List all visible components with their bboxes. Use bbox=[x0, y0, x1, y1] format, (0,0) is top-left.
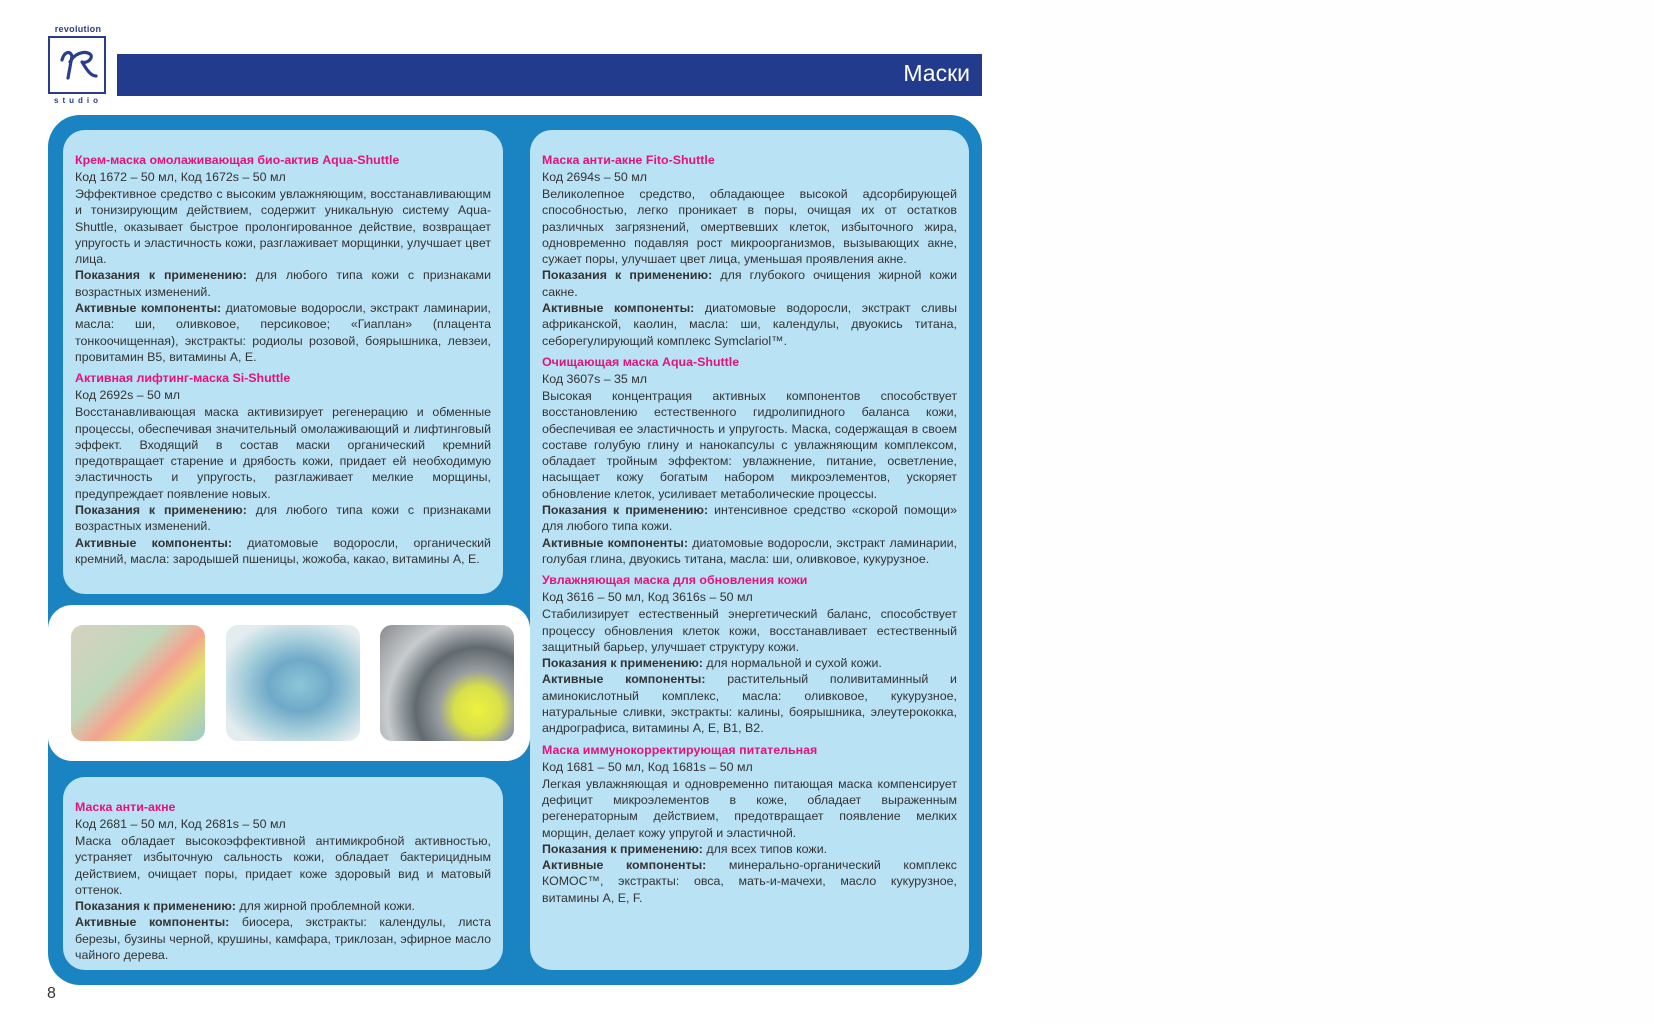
components-label: Активные компоненты: bbox=[542, 535, 688, 550]
indications-label: Показания к применению: bbox=[542, 503, 709, 518]
product-components bbox=[542, 671, 957, 736]
product-indications bbox=[75, 898, 491, 914]
page-title: Маски bbox=[903, 60, 970, 86]
components-text: биосера, экстракты: календулы, листа березы, бузины черной, крушины, камфара, триклозан, эфирное масло чайного дерева. bbox=[75, 915, 491, 963]
product-components bbox=[75, 300, 491, 365]
logo-r-icon bbox=[48, 36, 106, 94]
logo-top-text: revolution bbox=[54, 24, 102, 34]
components-label: Активные компоненты: bbox=[542, 858, 707, 873]
components-text: минерально-органический комплекс КОМОС™, экстракты: овса, мать-и-мачехи, масло кукурузное, витамины А, Е, F. bbox=[542, 858, 957, 905]
product-description: Маска обладает высокоэффективной антимикробной активностью, устраняет избыточную сальность кожи, обладает бактерицидным действием, очищает поры, придает коже здоровый вид и матовый оттенок. bbox=[75, 834, 491, 897]
product-block bbox=[75, 799, 491, 963]
product-indications bbox=[542, 655, 957, 671]
revolution-studio-logo bbox=[46, 24, 110, 106]
product-components bbox=[542, 857, 957, 906]
product-indications bbox=[542, 502, 957, 535]
components-label: Активные компоненты: bbox=[75, 535, 232, 550]
product-code: Код 2694s – 50 мл bbox=[542, 170, 648, 184]
product-description: Легкая увлажняющая и одновременно питающая маска компенсирует дефицит микроэлементов в коже, обладает выраженным регенераторным действием, предотвращает появление мелких морщин, делает кожу упругой и эластичной. bbox=[542, 776, 957, 840]
product-description: Стабилизирует естественный энергетический баланс, способствует процессу обновления клеток кожи, восстанавливает естественный защитный барьер, улучшает структуру кожи. bbox=[542, 607, 957, 654]
product-title: Маска анти-акне Fito-Shuttle bbox=[542, 153, 715, 167]
product-indications bbox=[542, 841, 957, 857]
product-description: Высокая концентрация активных компонентов способствует восстановлению естественного гидролипидного баланса кожи, обеспечивая ее эластичность и упругость. Маска, содержащая в своем составе голубую глину и нанокапсулы с увлажняющим комплексом, обладает тройным эффектом: увлажнение, питание, осветление, насыщает кожу богатым набором микроэлементов, ускоряет обновление клеток, усиливает метаболические процессы. bbox=[542, 388, 957, 501]
product-code: Код 2692s – 50 мл bbox=[75, 388, 181, 403]
product-block bbox=[542, 572, 957, 736]
card-left-bottom bbox=[63, 777, 503, 970]
product-code: Код 3607s – 35 мл bbox=[542, 371, 648, 386]
indications-text: для любого типа кожи с признаками возрастных изменений. bbox=[75, 503, 491, 534]
indications-text: интенсивное средство «скорой помощи» для любого типа кожи. bbox=[542, 503, 957, 534]
product-description: Восстанавливающая маска активизирует регенерацию и обменные процессы, обеспечивая значительный омолаживающий и лифтинговый эффект. Входящий в состав маски органический кремний предотвращает старение и дрябость кожи, придает ей необходимую эластичность и упругость, разглаживает мелкие морщины, предупреждает появление новых. bbox=[75, 405, 491, 501]
product-components bbox=[542, 535, 957, 568]
product-block bbox=[542, 152, 957, 349]
indications-label: Показания к применению: bbox=[75, 503, 247, 518]
indications-text: для любого типа кожи с признаками возрастных изменений. bbox=[75, 268, 491, 299]
product-components bbox=[542, 300, 957, 349]
section-title-bar bbox=[117, 54, 982, 96]
components-text: диатомовые водоросли, экстракт ламинарии, масла: ши, оливковое, персиковое; «Гиаплан» (плацента тонкоочищенная), экстракты: родиолы розовой, боярышника, левзеи, провитамин В5, витамины А, Е. bbox=[75, 301, 491, 364]
product-description: Великолепное средство, обладающее высокой адсорбирующей способностью, легко проникает в поры, очищая их от остатков различных загрязнений, омертвевших клеток, избыточного жира, одновременно подавляя рост микроорганизмов, вызывающих акне, сужает поры, улучшает цвет лица, уменьшая проявления акне. bbox=[542, 187, 957, 267]
product-block bbox=[542, 354, 957, 567]
page-number: 8 bbox=[47, 985, 56, 1002]
card-left-top bbox=[63, 130, 503, 594]
product-title: Очищающая маска Aqua-Shuttle bbox=[542, 354, 740, 369]
indications-text: для жирной проблемной кожи. bbox=[239, 899, 415, 914]
product-photo-ampoules bbox=[71, 625, 205, 741]
product-code: Код 1681 – 50 мл, Код 1681s – 50 мл bbox=[542, 759, 753, 774]
product-title: Крем-маска омолаживающая био-актив Aqua-Shuttle bbox=[75, 153, 400, 167]
product-block bbox=[75, 152, 491, 365]
indications-label: Показания к применению: bbox=[75, 268, 247, 283]
blank-right-page bbox=[1030, 0, 1654, 1024]
product-title: Увлажняющая маска для обновления кожи bbox=[542, 573, 808, 588]
indications-text: для всех типов кожи. bbox=[706, 841, 828, 856]
product-title: Маска иммунокорректирующая питательная bbox=[542, 742, 818, 757]
product-code: Код 1672 – 50 мл, Код 1672s – 50 мл bbox=[75, 170, 286, 184]
product-block bbox=[75, 370, 491, 567]
product-title: Маска анти-акне bbox=[75, 800, 176, 814]
product-indications bbox=[75, 502, 491, 535]
components-label: Активные компоненты: bbox=[542, 301, 695, 316]
components-label: Активные компоненты: bbox=[75, 915, 230, 930]
card-right bbox=[530, 130, 969, 970]
components-text: растительный поливитаминный и аминокислотный комплекс, масла: оливковое, кукурузное, натуральные сливки, экстракты: калины, боярышника, элеутерококка, андрографиса, витамины А, Е, В1, В2. bbox=[542, 672, 957, 736]
indications-label: Показания к применению: bbox=[542, 268, 713, 283]
components-label: Активные компоненты: bbox=[75, 301, 222, 316]
product-photo-jars bbox=[380, 625, 514, 741]
indications-text: для нормальной и сухой кожи. bbox=[706, 656, 882, 671]
product-code: Код 2681 – 50 мл, Код 2681s – 50 мл bbox=[75, 817, 286, 831]
product-components bbox=[75, 535, 491, 568]
components-label: Активные компоненты: bbox=[542, 672, 706, 687]
components-text: диатомовые водоросли, экстракт сливы африканской, каолин, масла: ши, календулы, двуокись титана, себорегулирующий комплекс Symclariol™. bbox=[542, 301, 957, 348]
logo-bottom-text: studio bbox=[54, 96, 102, 105]
indications-text: для глубокого очищения жирной кожи сакне. bbox=[542, 268, 957, 299]
indications-label: Показания к применению: bbox=[542, 656, 703, 671]
product-description: Эффективное средство с высоким увлажняющим, восстанавливающим и тонизирующим действием, содержит уникальную систему Aqua-Shuttle, оказывает быстрое пролонгированное действие, возвращает упругость и эластичность кожи, разглаживает морщинки, улучшает цвет лица. bbox=[75, 187, 491, 267]
indications-label: Показания к применению: bbox=[75, 899, 236, 914]
product-indications bbox=[542, 267, 957, 300]
indications-label: Показания к применению: bbox=[542, 841, 703, 856]
components-text: диатомовые водоросли, экстракт ламинарии, голубая глина, двуокись титана, масла: ши, оливковое, кукурузное. bbox=[542, 535, 957, 566]
product-indications bbox=[75, 267, 491, 300]
product-block bbox=[542, 742, 957, 906]
components-text: диатомовые водоросли, органический кремний, масла: зародышей пшеницы, жожоба, какао, витамины А, Е. bbox=[75, 535, 491, 566]
product-components bbox=[75, 914, 491, 963]
product-photo-clay-powder bbox=[226, 625, 360, 741]
product-title: Активная лифтинг-маска Si-Shuttle bbox=[75, 371, 291, 386]
product-code: Код 3616 – 50 мл, Код 3616s – 50 мл bbox=[542, 590, 753, 605]
